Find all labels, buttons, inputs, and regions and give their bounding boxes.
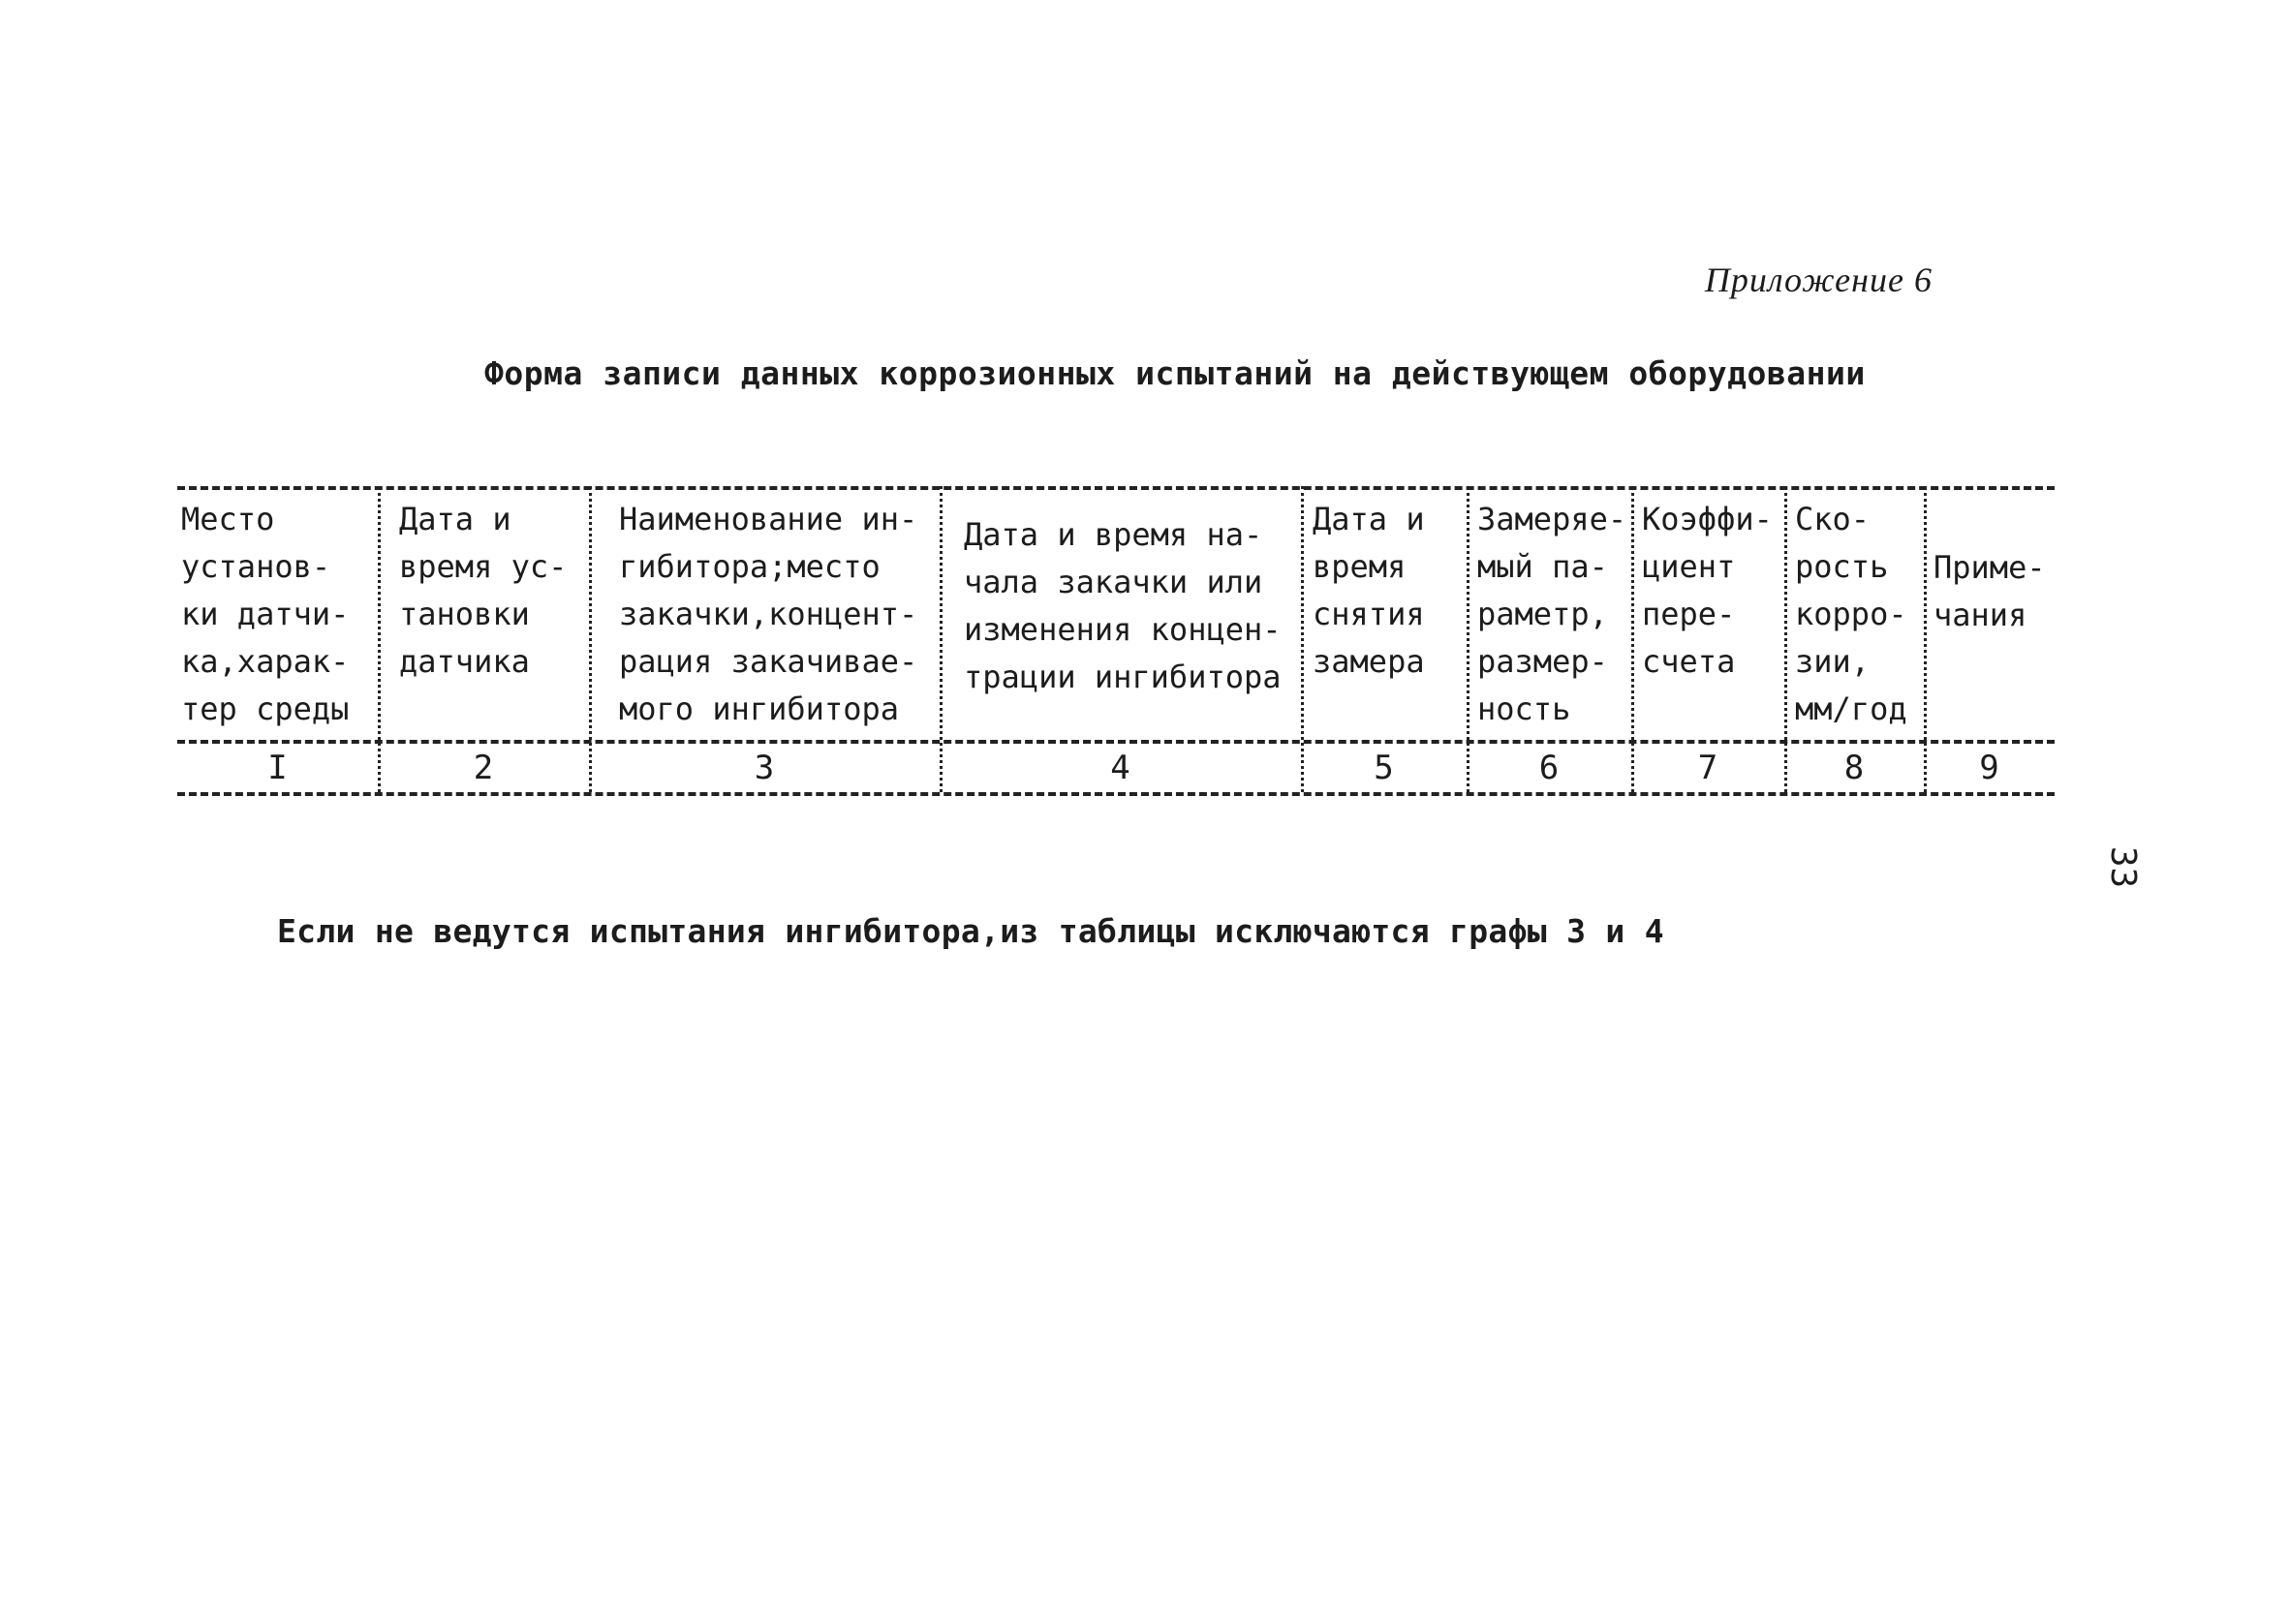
header-cell-1: Место установ- ки датчи- ка,харак- тер среды	[181, 501, 350, 727]
header-cell-8: Ско- рость корро- зии, мм/год	[1795, 501, 1907, 727]
column-number: 8	[1843, 749, 1865, 787]
column-number: 3	[754, 749, 775, 787]
header-cell-7: Коэффи- циент пере- счета	[1642, 501, 1773, 680]
form-title: Форма записи данных коррозионных испытаний на действующем оборудовании	[484, 354, 1866, 392]
header-cell-6: Замеряе- мый па- раметр, размер- ность	[1477, 501, 1627, 727]
header-cell-3: Наименование ин- гибитора;место закачки,концент- рация закачивае- мого ингибитора	[619, 501, 918, 727]
page-number: 33	[2103, 845, 2144, 889]
header-cell-5: Дата и время снятия замера	[1313, 501, 1425, 680]
column-number: 9	[1979, 749, 1999, 787]
header-cell-4: Дата и время на- чала закачки или изменения концен- трации ингибитора	[964, 516, 1282, 695]
appendix-label: Приложение 6	[1704, 260, 1933, 299]
column-number: 7	[1697, 749, 1718, 787]
column-number: 6	[1538, 749, 1560, 787]
column-number: I	[267, 749, 288, 787]
header-cell-9: Приме- чания	[1933, 549, 2046, 633]
column-number: 5	[1374, 749, 1394, 787]
column-number: 2	[473, 749, 494, 787]
column-number: 4	[1110, 749, 1130, 787]
table-footnote: Если не ведутся испытания ингибитора,из таблицы исключаются графы 3 и 4	[277, 912, 1664, 950]
header-cell-2: Дата и время ус- тановки датчика	[399, 501, 568, 680]
table-bottom-rule	[177, 792, 2055, 796]
table-top-rule	[177, 486, 2055, 490]
table-header-bottom-rule	[177, 740, 2055, 744]
